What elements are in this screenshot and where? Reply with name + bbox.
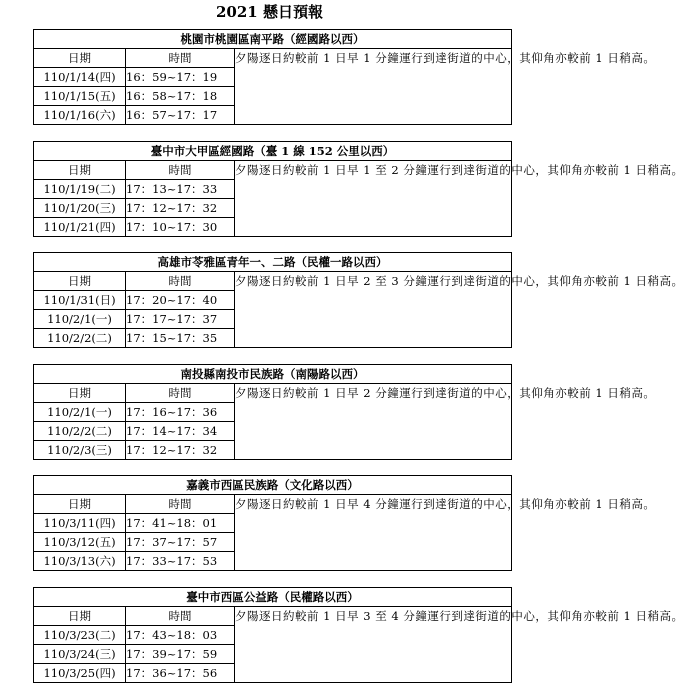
date-cell: 110/1/20(三) [34,199,126,218]
forecast-note: 夕陽逐日約較前 1 日早 4 分鐘運行到達街道的中心，其仰角亦較前 1 日稍高。 [235,495,512,571]
time-cell: 17：12~17：32 [126,441,235,460]
forecast-table [33,252,684,348]
forecast-note: 夕陽逐日約較前 1 日早 1 至 2 分鐘運行到達街道的中心，其仰角亦較前 1 日稍高。 [235,161,512,237]
date-cell: 110/3/23(二) [34,626,126,645]
forecast-table [33,29,656,125]
date-cell: 110/2/2(二) [34,422,126,441]
time-header: 時間 [126,161,235,180]
date-cell: 110/1/15(五) [34,87,126,106]
date-header: 日期 [34,49,126,68]
time-cell: 17：10~17：30 [126,218,235,237]
time-cell: 17：16~17：36 [126,403,235,422]
time-cell: 17：20~17：40 [126,291,235,310]
date-cell: 110/3/24(三) [34,645,126,664]
time-cell: 17：37~17：57 [126,533,235,552]
forecast-table [33,475,656,571]
date-cell: 110/2/3(三) [34,441,126,460]
time-cell: 17：36~17：56 [126,664,235,683]
location-title: 臺中市西區公益路（民權路以西） [34,588,512,607]
date-cell: 110/2/1(一) [34,403,126,422]
date-cell: 110/3/13(六) [34,552,126,571]
date-cell: 110/1/31(日) [34,291,126,310]
forecast-table [33,364,656,460]
date-cell: 110/1/19(二) [34,180,126,199]
time-cell: 17：14~17：34 [126,422,235,441]
location-title: 南投縣南投市民族路（南陽路以西） [34,365,512,384]
time-cell: 17：13~17：33 [126,180,235,199]
time-header: 時間 [126,384,235,403]
date-cell: 110/1/21(四) [34,218,126,237]
time-header: 時間 [126,607,235,626]
date-cell: 110/3/12(五) [34,533,126,552]
time-cell: 16：59~17：19 [126,68,235,87]
date-cell: 110/1/14(四) [34,68,126,87]
date-cell: 110/3/25(四) [34,664,126,683]
forecast-note: 夕陽逐日約較前 1 日早 1 分鐘運行到達街道的中心，其仰角亦較前 1 日稍高。 [235,49,512,125]
time-cell: 17：17~17：37 [126,310,235,329]
location-title: 臺中市大甲區經國路（臺 1 線 152 公里以西） [34,142,512,161]
date-cell: 110/1/16(六) [34,106,126,125]
date-header: 日期 [34,495,126,514]
time-cell: 17：15~17：35 [126,329,235,348]
location-title: 嘉義市西區民族路（文化路以西） [34,476,512,495]
location-title: 高雄市苓雅區青年一、二路（民權一路以西） [34,253,512,272]
time-cell: 17：33~17：53 [126,552,235,571]
date-header: 日期 [34,161,126,180]
forecast-table [33,587,684,683]
page-title: 2021 懸日預報 [216,3,323,21]
time-cell: 17：12~17：32 [126,199,235,218]
date-cell: 110/3/11(四) [34,514,126,533]
forecast-note: 夕陽逐日約較前 1 日早 3 至 4 分鐘運行到達街道的中心，其仰角亦較前 1 日稍高。 [235,607,512,683]
time-cell: 17：43~18：03 [126,626,235,645]
time-header: 時間 [126,495,235,514]
time-header: 時間 [126,49,235,68]
time-header: 時間 [126,272,235,291]
forecast-note: 夕陽逐日約較前 1 日早 2 至 3 分鐘運行到達街道的中心，其仰角亦較前 1 日稍高。 [235,272,512,348]
date-cell: 110/2/1(一) [34,310,126,329]
date-header: 日期 [34,384,126,403]
date-header: 日期 [34,272,126,291]
time-cell: 16：57~17：17 [126,106,235,125]
time-cell: 17：41~18：01 [126,514,235,533]
forecast-note: 夕陽逐日約較前 1 日早 2 分鐘運行到達街道的中心，其仰角亦較前 1 日稍高。 [235,384,512,460]
location-title: 桃園市桃園區南平路（經國路以西） [34,30,512,49]
time-cell: 16：58~17：18 [126,87,235,106]
date-cell: 110/2/2(二) [34,329,126,348]
date-header: 日期 [34,607,126,626]
time-cell: 17：39~17：59 [126,645,235,664]
forecast-table [33,141,684,237]
